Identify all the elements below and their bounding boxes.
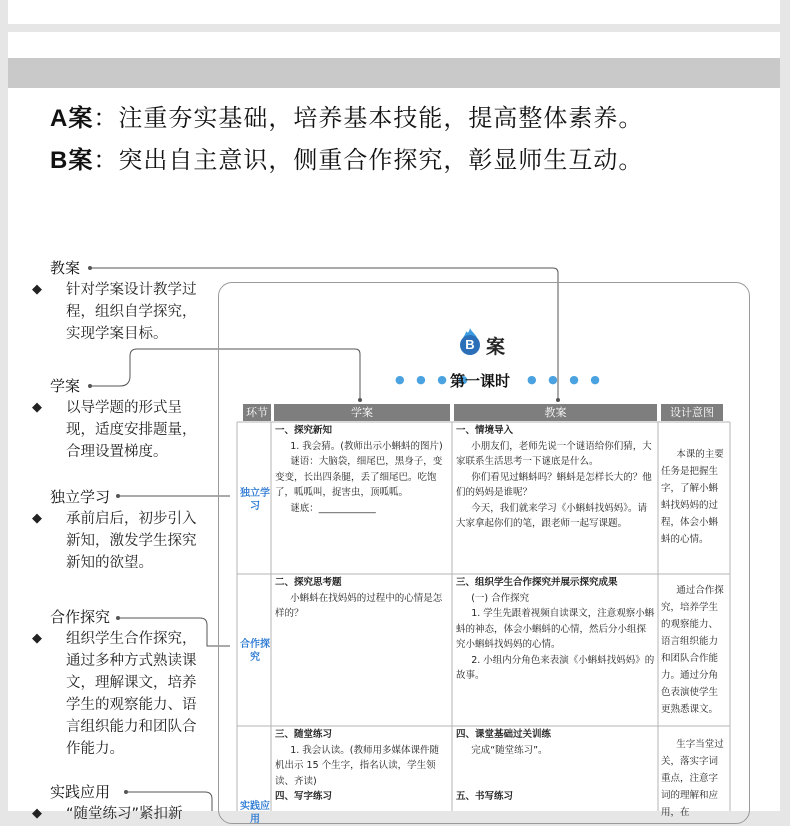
cell-line: (一) 合作探究 (471, 592, 530, 604)
row3-intent: 生字当堂过关，落实字词重点，注意字词的理解和应用，在 (661, 739, 724, 818)
annotation-desc: ◆ 针对学案设计教学过程，组织自学探究，实现学案目标。 (50, 279, 210, 345)
cell-line: 你们看见过蝌蚪吗？蝌蚪是怎样长大的？他们的妈妈是谁呢？ (456, 471, 652, 498)
plan-badge-suffix: 案 (486, 336, 506, 358)
column-header-intent: 设计意图 (661, 404, 723, 421)
row2-xuean (275, 575, 448, 622)
cell-line: 1. 我会认读。(教师用多媒体课件随机出示 15 个生字，指名认读，学生领读、齐读) (275, 744, 439, 787)
annotation-desc: ◆ 承前启后，初步引入新知，激发学生探究新知的欲望。 (50, 508, 210, 574)
plan-badge: B (460, 335, 480, 355)
section-heading: 五、书写练习 (456, 791, 514, 802)
cell-line: 1. 学生先跟着视频自读课文，注意观察小蝌蚪的神态，体会小蝌蚪的心情，然后分小组探究小蝌蚪找妈妈的心情。 (456, 608, 655, 650)
section-heading: 一、情境导入 (456, 425, 514, 436)
row1-intent: 本课的主要任务是把握生字，了解小蝌蚪找妈妈的过程，体会小蝌蚪的心情。 (661, 449, 724, 545)
headline-b-text: ：突出自主意识，侧重合作探究，彰显师生互动。 (93, 146, 644, 174)
row2-jiaoan (456, 575, 655, 684)
title-dots-left: ● ● ● ● (395, 373, 472, 386)
row-label-independent: 独立学习 (240, 488, 270, 512)
headline-a-prefix: A案 (50, 105, 94, 132)
annotation-title: 学案 (50, 377, 81, 395)
cell-line: 完成“随堂练习”。 (471, 744, 548, 756)
row-label-practice: 实践应用 (240, 801, 270, 825)
section-heading: 一、探究新知 (275, 425, 333, 436)
cell-line: 1. 我会猜。(教师出示小蝌蚪的图片) (290, 440, 443, 452)
annotation-desc: ◆ 组织学生合作探究，通过多种方式熟读课文，理解课文，培养学生的观察能力、语言组织能力和团队合作能力。 (50, 628, 210, 760)
cell-line: 小蝌蚪在找妈妈的过程中的心情是怎样的？ (275, 592, 443, 619)
lesson-title: 第一课时 (450, 372, 511, 390)
row-label-cooperative: 合作探究 (240, 639, 270, 663)
row3-xuean (275, 727, 448, 805)
annotation-title: 教案 (50, 259, 81, 277)
column-header-stage: 环节 (243, 404, 271, 421)
column-header-xuean: 学案 (274, 404, 450, 421)
title-dots-right: ● ● ● ● (527, 373, 604, 386)
annotation-title: 独立学习 (50, 488, 111, 506)
headline-b-prefix: B案 (50, 147, 94, 174)
cell-line: 2. 小组内分角色来表演《小蝌蚪找妈妈》的故事。 (456, 654, 655, 681)
row1-jiaoan (456, 423, 655, 532)
annotation-desc: ◆ 以导学题的形式呈现，适度安排题量，合理设置梯度。 (50, 397, 210, 463)
section-heading: 二、探究思考题 (275, 577, 342, 588)
cell-line: 小朋友们，老师先说一个谜语给你们猜，大家联系生活思考一下谜底是什么。 (456, 440, 652, 467)
cell-line: 谜底：____________ (290, 502, 376, 514)
headline-a-text: ：注重夯实基础，培养基本技能，提高整体素养。 (93, 104, 644, 132)
section-heading: 四、课堂基础过关训练 (456, 729, 552, 740)
annotation-title: 实践应用 (50, 783, 111, 801)
annotation-title: 合作探究 (50, 608, 111, 626)
annotation-desc: ◆ “随堂练习”紧扣新 (50, 803, 210, 825)
cell-line: 谜语：大脑袋，细尾巴，黑身子，变变变，长出四条腿，丢了细尾巴。吃饱了，呱呱叫，捉害虫，顶呱呱。 (275, 456, 443, 498)
section-heading: 三、随堂练习 (275, 729, 333, 740)
cell-line: 今天，我们就来学习《小蝌蚪找妈妈》。请大家拿起你们的笔，跟老师一起写课题。 (456, 502, 647, 529)
row2-intent: 通过合作探究，培养学生的观察能力、语言组织能力和团队合作能力。通过分角色表演使学生更熟悉课文。 (661, 585, 724, 715)
column-header-jiaoan: 教案 (454, 404, 657, 421)
row3-jiaoan (456, 727, 655, 805)
section-heading: 三、组织学生合作探究并展示探究成果 (456, 577, 618, 588)
section-heading: 四、写字练习 (275, 791, 333, 802)
row1-xuean (275, 423, 448, 516)
